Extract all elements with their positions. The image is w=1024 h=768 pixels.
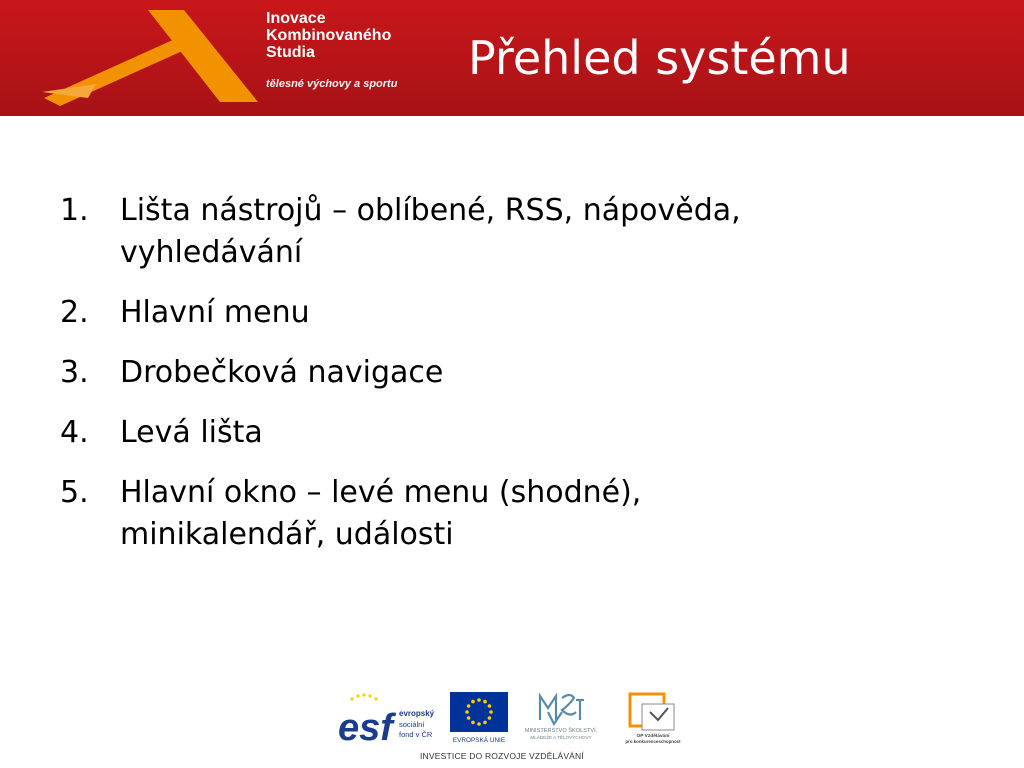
list-item (60, 190, 900, 274)
list-item (60, 292, 900, 334)
list-item-line: Hlavní menu (120, 295, 310, 330)
list-item (60, 412, 900, 454)
list-item-number: 2. (60, 295, 89, 330)
esf-mark: esf (338, 707, 393, 746)
x-logo-icon (36, 6, 266, 110)
footer-caption: INVESTICE DO ROZVOJE VZDĚLÁVÁNÍ (420, 751, 584, 761)
eu-label: EVROPSKÁ UNIE (452, 737, 506, 744)
msmt-text-line: MINISTERSTVO ŠKOLSTVÍ, (524, 728, 598, 734)
content-list (60, 190, 900, 574)
list-item-text (120, 352, 900, 394)
esf-logo (336, 690, 442, 746)
op-logo (620, 690, 686, 746)
list-item-number: 1. (60, 193, 89, 228)
list-item-number: 3. (60, 355, 89, 390)
esf-text-line: sociální (399, 720, 425, 729)
list-item-text (120, 412, 900, 454)
list-item-number: 4. (60, 415, 89, 450)
list-item-text (120, 190, 900, 274)
list-item (60, 352, 900, 394)
brand-line: Kombinovaného (266, 27, 392, 44)
brand-line: Studia (266, 44, 315, 61)
list-item-text (120, 472, 900, 556)
brand-tagline: tělesné výchovy a sportu (266, 78, 398, 90)
brand-text (266, 10, 397, 93)
msmt-text-line: MLÁDEŽE A TĚLOVÝCHOVY (530, 735, 592, 740)
list-item-line: minikalendář, události (120, 517, 454, 552)
footer-logos (336, 690, 696, 768)
list-item-text (120, 292, 900, 334)
esf-text-line: fond v ČR (399, 730, 433, 739)
op-text-line: OP Vzdělávání (636, 734, 670, 739)
list-item (60, 472, 900, 556)
op-text-line: pro konkurenceschopnost (625, 739, 681, 744)
list-item-line: Lišta nástrojů – oblíbené, RSS, nápověda, (120, 193, 741, 228)
header-banner (0, 0, 1024, 116)
list-item-line: vyhledávání (120, 235, 303, 270)
esf-text-line: evropský (399, 709, 435, 718)
eu-flag-logo (448, 690, 512, 746)
msmt-logo (518, 690, 604, 746)
list-item-line: Levá lišta (120, 415, 263, 450)
slide-title: Přehled systému (468, 31, 851, 85)
brand-line: Inovace (266, 10, 326, 27)
list-item-number: 5. (60, 475, 89, 510)
list-item-line: Hlavní okno – levé menu (shodné), (120, 475, 642, 510)
list-item-line: Drobečková navigace (120, 355, 444, 390)
